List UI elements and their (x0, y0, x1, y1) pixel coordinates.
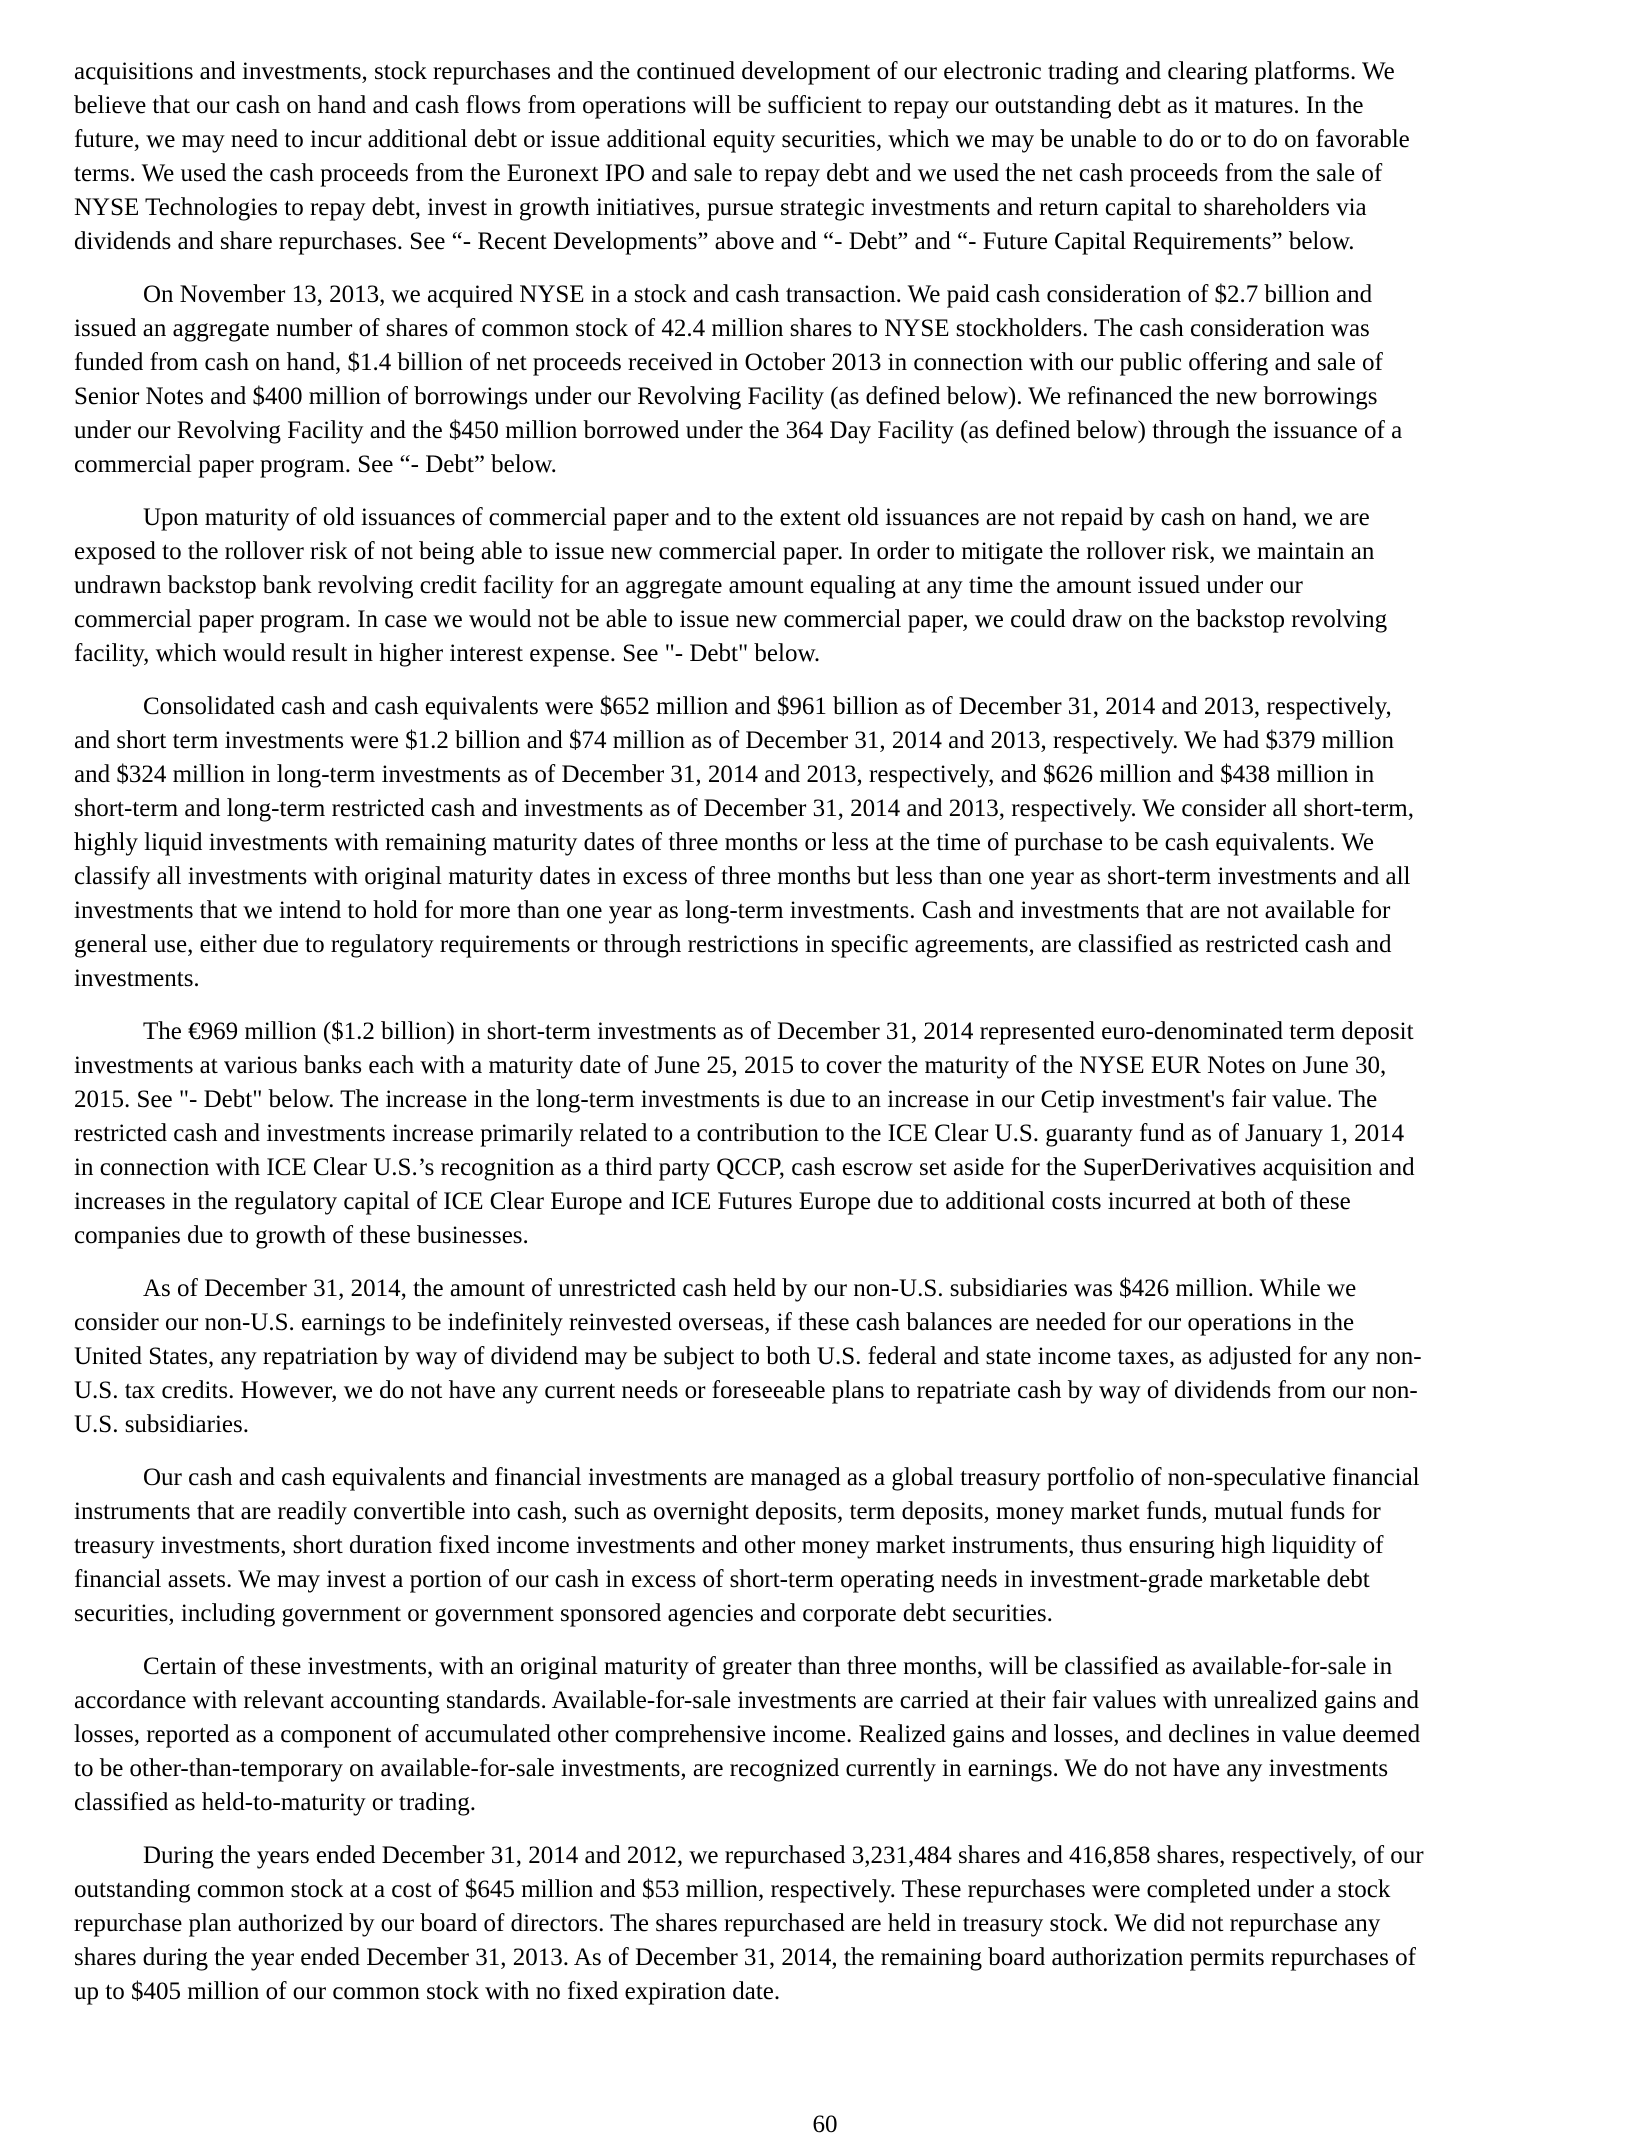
text-line: to be other-than-temporary on available-for-sale investments, are recognized currently in earnings. We do not have any investments (74, 1755, 1389, 1782)
text-line: investments at various banks each with a maturity date of June 25, 2015 to cover the maturity of the NYSE EUR Notes on June 30, (74, 1052, 1387, 1079)
text-line: repurchase plan authorized by our board of directors. The shares repurchased are held in treasury stock. We did not repurchase any (74, 1910, 1381, 1937)
text-line: On November 13, 2013, we acquired NYSE in a stock and cash transaction. We paid cash consideration of $2.7 billion and (143, 281, 1373, 308)
text-line: Our cash and cash equivalents and financial investments are managed as a global treasury portfolio of non-speculative financial (143, 1464, 1420, 1491)
text-line: losses, reported as a component of accumulated other comprehensive income. Realized gains and losses, and declines in value deemed (74, 1721, 1421, 1748)
page-number: 60 (812, 2111, 838, 2138)
text-line: U.S. subsidiaries. (74, 1411, 249, 1438)
text-line: general use, either due to regulatory requirements or through restrictions in specific agreements, are classified as restricted cash and (74, 931, 1392, 958)
paragraph (74, 55, 1574, 259)
text-line: acquisitions and investments, stock repurchases and the continued development of our electronic trading and clearing platforms. We (74, 58, 1395, 85)
text-line: commercial paper program. See “- Debt” below. (74, 451, 557, 478)
text-line: accordance with relevant accounting standards. Available-for-sale investments are carried at their fair values with unrealized gains and (74, 1687, 1419, 1714)
text-line: consider our non-U.S. earnings to be indefinitely reinvested overseas, if these cash balances are needed for our operations in the (74, 1309, 1355, 1336)
text-line: classify all investments with original maturity dates in excess of three months but less than one year as short-term investments and all (74, 863, 1411, 890)
paragraph (74, 690, 1574, 996)
paragraph (74, 1650, 1574, 1820)
text-line: As of December 31, 2014, the amount of unrestricted cash held by our non-U.S. subsidiaries was $426 million. While we (143, 1275, 1357, 1302)
text-line: under our Revolving Facility and the $450 million borrowed under the 364 Day Facility (as defined below) through the issuance of a (74, 417, 1403, 444)
text-line: treasury investments, short duration fixed income investments and other money market instruments, thus ensuring high liquidity of (74, 1532, 1384, 1559)
text-line: in connection with ICE Clear U.S.’s recognition as a third party QCCP, cash escrow set aside for the SuperDerivatives acquisition and (74, 1154, 1415, 1181)
text-line: funded from cash on hand, $1.4 billion of net proceeds received in October 2013 in connection with our public offering and sale of (74, 349, 1383, 376)
text-line: restricted cash and investments increase primarily related to a contribution to the ICE Clear U.S. guaranty fund as of January 1, 2014 (74, 1120, 1405, 1147)
text-line: investments that we intend to hold for more than one year as long-term investments. Cash and investments that are not available for (74, 897, 1391, 924)
document-body (74, 55, 1574, 2028)
text-line: U.S. tax credits. However, we do not have any current needs or foreseeable plans to repatriate cash by way of dividends from our non- (74, 1377, 1418, 1404)
text-line: exposed to the rollover risk of not being able to issue new commercial paper. In order to mitigate the rollover risk, we maintain an (74, 538, 1375, 565)
paragraph (74, 1461, 1574, 1631)
text-line: companies due to growth of these businesses. (74, 1222, 529, 1249)
text-line: securities, including government or government sponsored agencies and corporate debt securities. (74, 1600, 1053, 1627)
text-line: Consolidated cash and cash equivalents were $652 million and $961 billion as of December 31, 2014 and 2013, respectively, (143, 693, 1392, 720)
paragraph (74, 1839, 1574, 2009)
text-line: commercial paper program. In case we would not be able to issue new commercial paper, we could draw on the backstop revolving (74, 606, 1388, 633)
text-line: up to $405 million of our common stock with no fixed expiration date. (74, 1978, 781, 2005)
text-line: Senior Notes and $400 million of borrowings under our Revolving Facility (as defined below). We refinanced the new borrowings (74, 383, 1378, 410)
text-line: Upon maturity of old issuances of commercial paper and to the extent old issuances are not repaid by cash on hand, we are (143, 504, 1370, 531)
text-line: terms. We used the cash proceeds from the Euronext IPO and sale to repay debt and we used the net cash proceeds from the sale of (74, 160, 1383, 187)
text-line: United States, any repatriation by way of dividend may be subject to both U.S. federal and state income taxes, as adjusted for any non- (74, 1343, 1422, 1370)
text-line: facility, which would result in higher interest expense. See "- Debt" below. (74, 640, 821, 667)
text-line: short-term and long-term restricted cash and investments as of December 31, 2014 and 2013, respectively. We consider all short-term, (74, 795, 1414, 822)
text-line: During the years ended December 31, 2014 and 2012, we repurchased 3,231,484 shares and 416,858 shares, respectively, of our (143, 1842, 1424, 1869)
text-line: NYSE Technologies to repay debt, invest in growth initiatives, pursue strategic investments and return capital to shareholders via (74, 194, 1367, 221)
text-line: The €969 million ($1.2 billion) in short-term investments as of December 31, 2014 represented euro-denominated term deposit (143, 1018, 1414, 1045)
text-line: Certain of these investments, with an original maturity of greater than three months, will be classified as available-for-sale in (143, 1653, 1393, 1680)
text-line: highly liquid investments with remaining maturity dates of three months or less at the time of purchase to be cash equivalents. We (74, 829, 1375, 856)
text-line: and short term investments were $1.2 billion and $74 million as of December 31, 2014 and 2013, respectively. We had $379 million (74, 727, 1394, 754)
paragraph (74, 1015, 1574, 1253)
text-line: outstanding common stock at a cost of $645 million and $53 million, respectively. These repurchases were completed under a stock (74, 1876, 1391, 1903)
text-line: believe that our cash on hand and cash flows from operations will be sufficient to repay our outstanding debt as it matures. In the (74, 92, 1364, 119)
text-line: dividends and share repurchases. See “- Recent Developments” above and “- Debt” and “- Future Capital Requirements” below. (74, 228, 1355, 255)
paragraph (74, 501, 1574, 671)
text-line: issued an aggregate number of shares of common stock of 42.4 million shares to NYSE stockholders. The cash consideration was (74, 315, 1370, 342)
text-line: instruments that are readily convertible into cash, such as overnight deposits, term deposits, money market funds, mutual funds for (74, 1498, 1381, 1525)
text-line: financial assets. We may invest a portion of our cash in excess of short-term operating needs in investment-grade marketable debt (74, 1566, 1370, 1593)
text-line: investments. (74, 965, 200, 992)
paragraph (74, 278, 1574, 482)
text-line: 2015. See "- Debt" below. The increase in the long-term investments is due to an increase in our Cetip investment's fair value. The (74, 1086, 1378, 1113)
text-line: future, we may need to incur additional debt or issue additional equity securities, which we may be unable to do or to do on favorable (74, 126, 1410, 153)
paragraph (74, 1272, 1574, 1442)
text-line: undrawn backstop bank revolving credit facility for an aggregate amount equaling at any time the amount issued under our (74, 572, 1303, 599)
text-line: and $324 million in long-term investments as of December 31, 2014 and 2013, respectively, and $626 million and $438 million in (74, 761, 1375, 788)
text-line: increases in the regulatory capital of ICE Clear Europe and ICE Futures Europe due to additional costs incurred at both of these (74, 1188, 1351, 1215)
text-line: shares during the year ended December 31, 2013. As of December 31, 2014, the remaining board authorization permits repurchases of (74, 1944, 1416, 1971)
text-line: classified as held-to-maturity or trading. (74, 1789, 476, 1816)
